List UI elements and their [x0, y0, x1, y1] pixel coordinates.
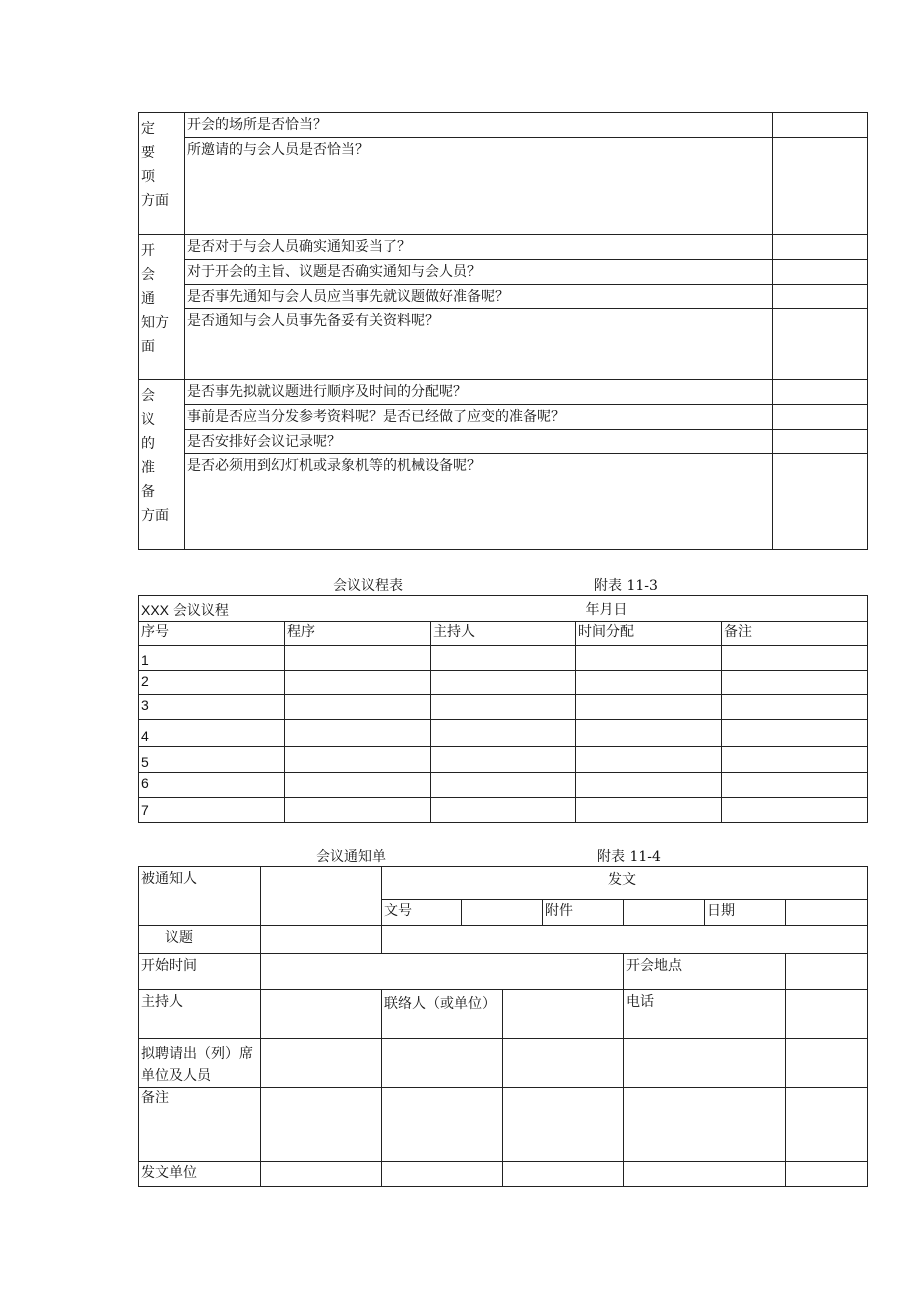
notice-title: 会议通知单 [316, 849, 386, 865]
checklist-item: 是否必须用到幻灯机或录象机等的机械设备呢？ [185, 454, 773, 550]
checklist-item: 开会的场所是否恰当？ [185, 113, 773, 138]
notice-remarks-value[interactable] [261, 1088, 382, 1162]
notice-issuer-cell[interactable] [503, 1162, 624, 1187]
notice-issuer-cell[interactable] [786, 1162, 868, 1187]
checklist-check-cell[interactable] [773, 309, 868, 380]
notice-attachment-label: 附件 [543, 900, 624, 926]
notice-date-label: 日期 [705, 900, 786, 926]
agenda-cell[interactable] [576, 798, 722, 823]
agenda-cell[interactable] [576, 747, 722, 773]
notice-phone-value[interactable] [786, 990, 868, 1039]
notice-contact-label: 联络人（或单位） [382, 990, 503, 1039]
notice-notified-label: 被通知人 [139, 867, 261, 926]
agenda-col-remarks: 备注 [722, 622, 868, 646]
notice-doc-no-label: 文号 [382, 900, 462, 926]
agenda-cell[interactable] [431, 720, 576, 747]
notice-start-time-label: 开始时间 [139, 954, 261, 990]
agenda-cell[interactable] [285, 773, 431, 798]
notice-notified-value[interactable] [261, 867, 382, 926]
agenda-row-index: 4 [139, 720, 285, 747]
agenda-row-index: 2 [139, 671, 285, 695]
notice-issuer-value[interactable] [261, 1162, 382, 1187]
checklist-category-2: 开 会 通 知方 面 [139, 235, 185, 380]
notice-invitees-value[interactable] [261, 1039, 382, 1088]
checklist-item: 所邀请的与会人员是否恰当？ [185, 138, 773, 235]
notice-topic-empty [261, 926, 382, 954]
notice-issuer-label: 发文单位 [139, 1162, 261, 1187]
agenda-cell[interactable] [576, 671, 722, 695]
agenda-title: 会议议程表 [333, 578, 403, 594]
agenda-cell[interactable] [285, 747, 431, 773]
notice-issuer-cell[interactable] [624, 1162, 786, 1187]
notice-remarks-cell[interactable] [503, 1088, 624, 1162]
notice-dispatch-label: 发文 [382, 867, 868, 900]
notice-location-label: 开会地点 [624, 954, 786, 990]
checklist-check-cell[interactable] [773, 430, 868, 454]
agenda-row-index: 1 [139, 646, 285, 671]
agenda-col-host: 主持人 [431, 622, 576, 646]
meeting-checklist-table [138, 112, 868, 550]
checklist-check-cell[interactable] [773, 405, 868, 430]
agenda-cell[interactable] [722, 671, 868, 695]
notice-topic-value[interactable] [382, 926, 868, 954]
checklist-check-cell[interactable] [773, 235, 868, 260]
agenda-row-index: 6 [139, 773, 285, 798]
agenda-cell[interactable] [285, 695, 431, 720]
agenda-cell[interactable] [722, 646, 868, 671]
agenda-appendix-label: 附表 11-3 [594, 578, 658, 594]
agenda-cell[interactable] [576, 646, 722, 671]
checklist-item: 是否通知与会人员事先备妥有关资料呢？ [185, 309, 773, 380]
checklist-check-cell[interactable] [773, 138, 868, 235]
notice-remarks-cell[interactable] [786, 1088, 868, 1162]
notice-phone-label: 电话 [624, 990, 786, 1039]
agenda-cell[interactable] [431, 695, 576, 720]
agenda-cell[interactable] [576, 695, 722, 720]
agenda-cell[interactable] [722, 720, 868, 747]
agenda-cell[interactable] [285, 671, 431, 695]
agenda-col-procedure: 程序 [285, 622, 431, 646]
checklist-category-3: 会 议 的 准 备 方面 [139, 380, 185, 550]
checklist-check-cell[interactable] [773, 113, 868, 138]
notice-start-time-value[interactable] [261, 954, 624, 990]
notice-remarks-cell[interactable] [624, 1088, 786, 1162]
notice-remarks-label: 备注 [139, 1088, 261, 1162]
checklist-item: 是否事先拟就议题进行顺序及时间的分配呢？ [185, 380, 773, 405]
agenda-row [139, 773, 868, 798]
notice-topic-label: 议题 [139, 926, 261, 954]
agenda-cell[interactable] [431, 747, 576, 773]
agenda-cell[interactable] [722, 798, 868, 823]
notice-invitees-cell[interactable] [503, 1039, 624, 1088]
agenda-cell[interactable] [722, 695, 868, 720]
checklist-category-1: 定 要 项 方面 [139, 113, 185, 235]
notice-doc-no-value[interactable] [462, 900, 543, 926]
agenda-cell[interactable] [431, 798, 576, 823]
checklist-check-cell[interactable] [773, 260, 868, 285]
agenda-cell[interactable] [285, 798, 431, 823]
agenda-row [139, 646, 868, 671]
checklist-check-cell[interactable] [773, 454, 868, 550]
notice-invitees-cell[interactable] [786, 1039, 868, 1088]
agenda-row-index: 5 [139, 747, 285, 773]
agenda-cell[interactable] [576, 720, 722, 747]
agenda-header-title: XXX 会议议程 [139, 596, 576, 622]
agenda-row [139, 798, 868, 823]
agenda-col-time: 时间分配 [576, 622, 722, 646]
notice-contact-value[interactable] [503, 990, 624, 1039]
agenda-cell[interactable] [431, 646, 576, 671]
agenda-cell[interactable] [431, 773, 576, 798]
agenda-row [139, 747, 868, 773]
agenda-table [138, 595, 868, 823]
checklist-check-cell[interactable] [773, 380, 868, 405]
notice-invitees-cell[interactable] [624, 1039, 786, 1088]
notice-location-value[interactable] [786, 954, 868, 990]
checklist-item: 是否安排好会议记录呢？ [185, 430, 773, 454]
notice-appendix-label: 附表 11-4 [597, 849, 661, 865]
notice-date-value[interactable] [786, 900, 868, 926]
notice-host-value[interactable] [261, 990, 382, 1039]
notice-invitees-cell[interactable] [382, 1039, 503, 1088]
checklist-check-cell[interactable] [773, 285, 868, 309]
agenda-row [139, 695, 868, 720]
checklist-item: 是否事先通知与会人员应当事先就议题做好准备呢？ [185, 285, 773, 309]
notice-attachment-value[interactable] [624, 900, 705, 926]
meeting-notice-table [138, 866, 868, 1187]
checklist-item: 是否对于与会人员确实通知妥当了？ [185, 235, 773, 260]
agenda-cell[interactable] [285, 646, 431, 671]
notice-host-label: 主持人 [139, 990, 261, 1039]
agenda-cell[interactable] [722, 747, 868, 773]
agenda-row [139, 671, 868, 695]
agenda-header-date: 年月日 [576, 596, 868, 622]
agenda-row [139, 720, 868, 747]
checklist-item: 事前是否应当分发参考资料呢？是否已经做了应变的准备呢？ [185, 405, 773, 430]
notice-issuer-cell[interactable] [382, 1162, 503, 1187]
agenda-col-index: 序号 [139, 622, 285, 646]
agenda-cell[interactable] [576, 773, 722, 798]
agenda-cell[interactable] [431, 671, 576, 695]
checklist-item: 对于开会的主旨、议题是否确实通知与会人员？ [185, 260, 773, 285]
agenda-cell[interactable] [722, 773, 868, 798]
agenda-row-index: 7 [139, 798, 285, 823]
agenda-row-index: 3 [139, 695, 285, 720]
agenda-cell[interactable] [285, 720, 431, 747]
notice-remarks-cell[interactable] [382, 1088, 503, 1162]
notice-invitees-label: 拟聘请出（列）席单位及人员 [139, 1039, 261, 1088]
